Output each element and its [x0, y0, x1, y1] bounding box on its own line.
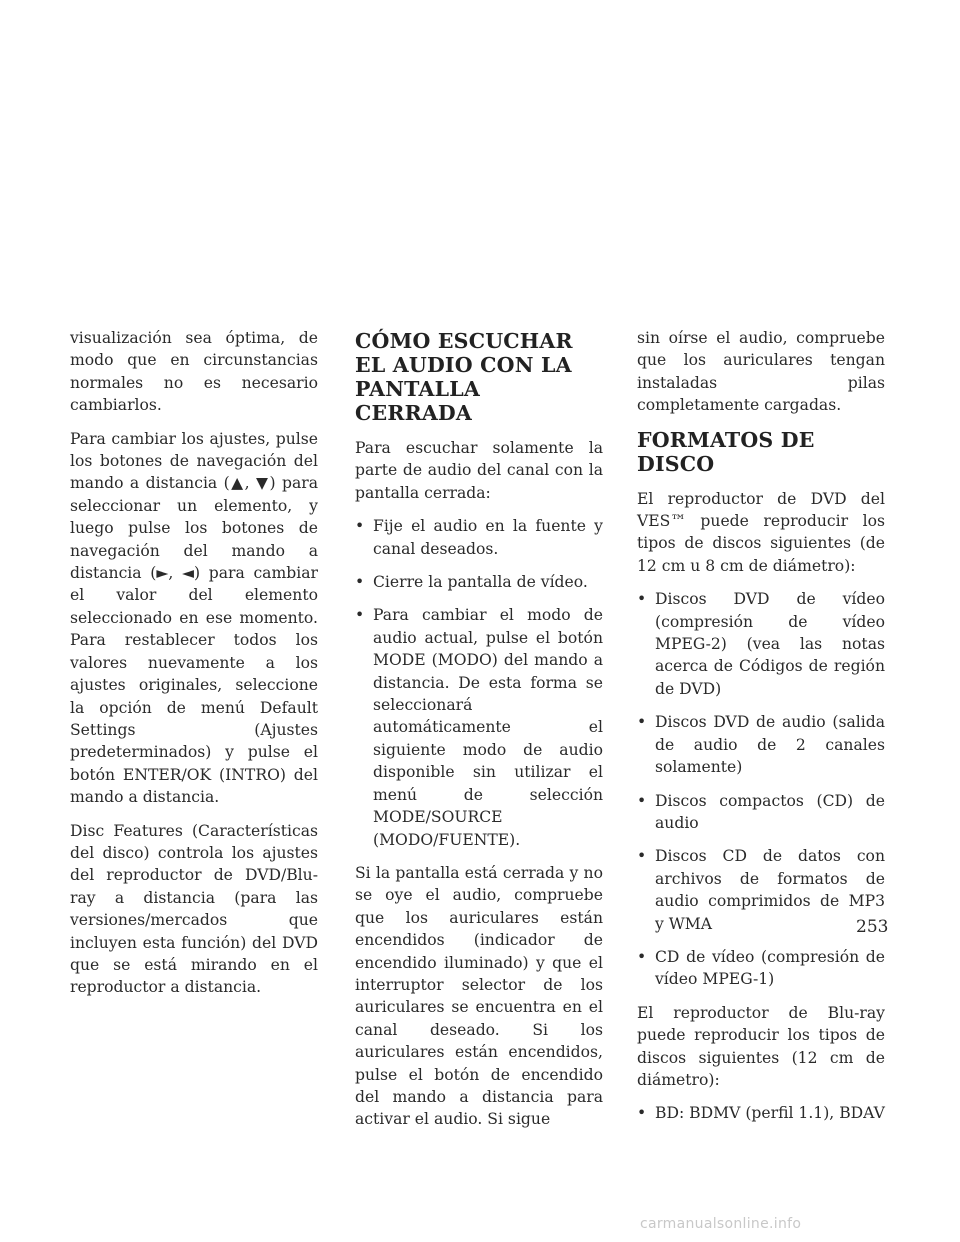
list-item: • Cierre la pantalla de vídeo. [355, 571, 603, 593]
list-item: • CD de vídeo (compresión de vídeo MPEG-1) [637, 946, 885, 991]
column-left [70, 327, 318, 1010]
section-heading-audio-screen-closed: CÓMO ESCUCHAR EL AUDIO CON LA PANTALLA CERRADA [355, 329, 573, 425]
paragraph: El reproductor de DVD del VES™ puede reproducir los tipos de discos siguientes (de 12 cm u 8 cm de diámetro): [637, 489, 885, 575]
paragraph: visualización sea óptima, de modo que en circunstancias normales no es necesario cambiarlos. [70, 329, 318, 415]
paragraph: Si la pantalla está cerrada y no se oye el audio, compruebe que los auriculares están encendidos (indicador de encendido iluminado) y que el interruptor selector de los auriculares se encuentra en el canal deseado. Si los auriculares están encendidos, pulse el botón de encendido del mando a distancia para activar el audio. Si sigue [355, 863, 603, 1129]
list-item: • Discos compactos (CD) de audio [637, 790, 885, 835]
bullet-list [355, 515, 603, 851]
column-middle [355, 327, 603, 1142]
paragraph: sin oírse el audio, compruebe que los auriculares tengan instaladas pilas completamente cargadas. [637, 329, 885, 415]
paragraph: Para escuchar solamente la parte de audio del canal con la pantalla cerrada: [355, 439, 603, 502]
paragraph: Disc Features (Características del disco) controla los ajustes del reproductor de DVD/Blu-ray a distancia (para las versiones/mercados que incluyen esta función) del DVD que se está mirando en el reproductor a distancia. [70, 821, 318, 997]
bullet-list [637, 1102, 885, 1124]
list-item: • Discos DVD de vídeo (compresión de vídeo MPEG-2) (vea las notas acerca de Códigos de región de DVD) [637, 588, 885, 700]
section-heading-disc-formats: FORMATOS DE DISCO [637, 427, 815, 476]
list-item: • Discos CD de datos con archivos de formatos de audio comprimidos de MP3 y WMA [637, 845, 885, 935]
bullet-list [637, 588, 885, 991]
page-number: 253 [856, 917, 889, 937]
list-item: • Fije el audio en la fuente y canal deseados. [355, 515, 603, 560]
list-item: • Discos DVD de audio (salida de audio de 2 canales solamente) [637, 711, 885, 778]
list-item: • Para cambiar el modo de audio actual, pulse el botón MODE (MODO) del mando a distancia. De esta forma se seleccionará automáticamente el siguiente modo de audio disponible sin utilizar el menú de selección MODE/SOURCE (MODO/FUENTE). [355, 604, 603, 850]
paragraph: Para cambiar los ajustes, pulse los botones de navegación del mando a distancia (▲, ▼) para seleccionar un elemento, y luego pulse los botones de navegación del mando a distancia (►, ◄) para cambiar el valor del elemento seleccionado en ese momento. Para restablecer todos los valores nuevamente a los ajustes originales, seleccione la opción de menú Default Settings (Ajustes predeterminados) y pulse el botón ENTER/OK (INTRO) del mando a distancia. [70, 429, 318, 807]
list-item: • BD: BDMV (perfil 1.1), BDAV [637, 1102, 885, 1124]
footer-watermark: carmanualsonline.info [640, 1216, 802, 1232]
paragraph: El reproductor de Blu-ray puede reproducir los tipos de discos siguientes (12 cm de diámetro): [637, 1003, 885, 1089]
column-right [637, 327, 885, 1136]
